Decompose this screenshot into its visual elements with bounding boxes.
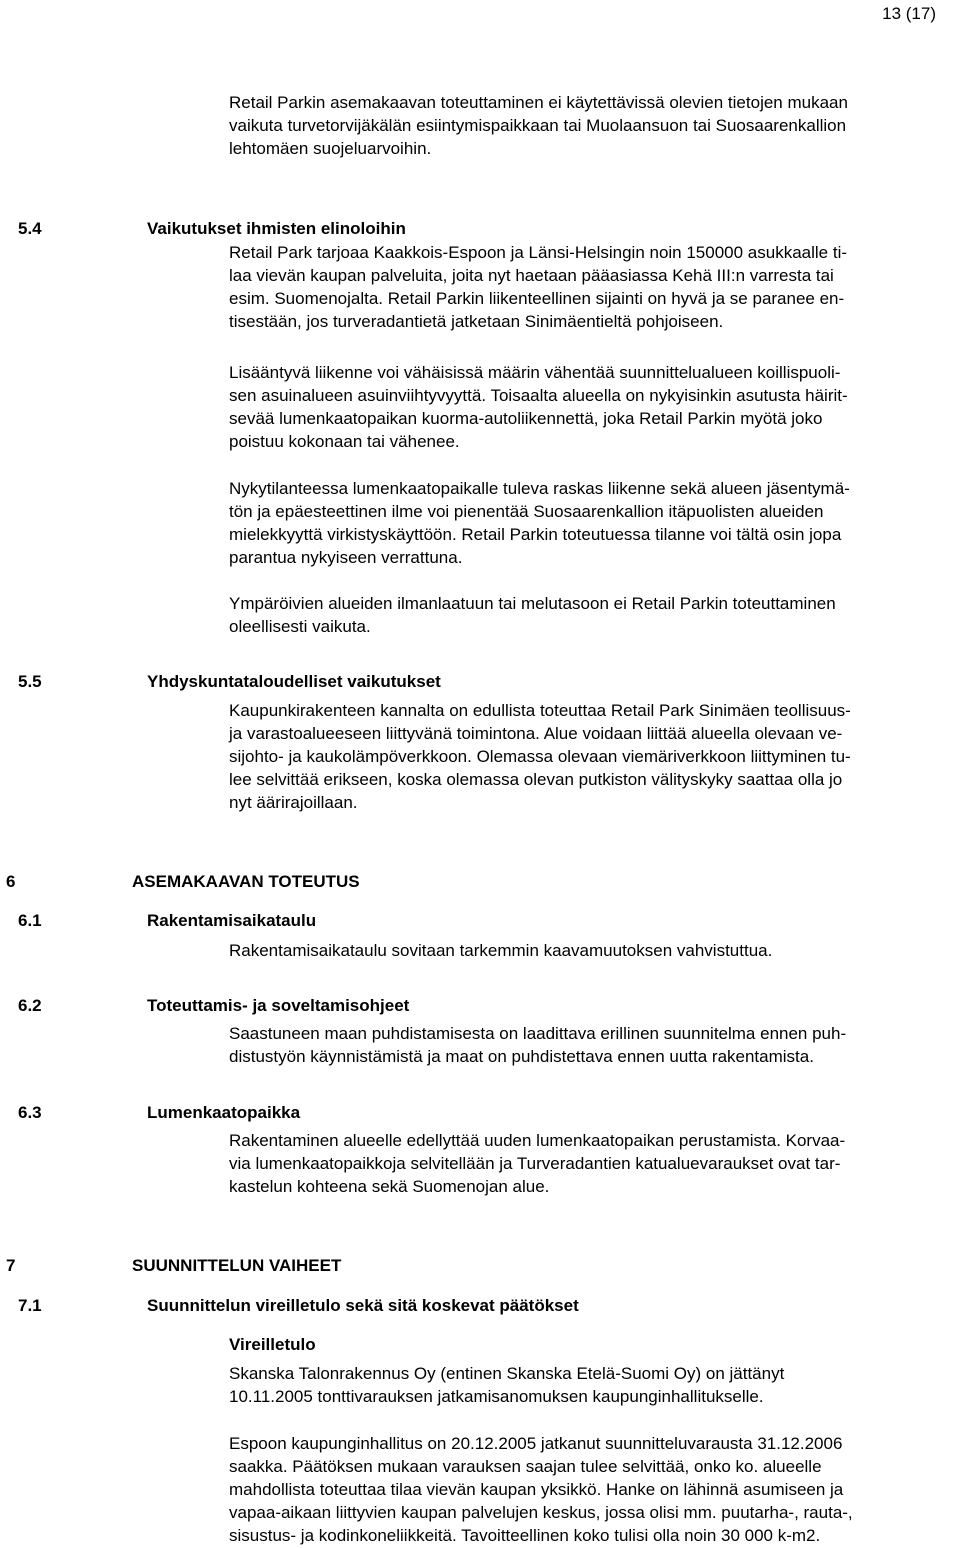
section-heading-6-2	[18, 994, 918, 1018]
section-heading-7-1	[18, 1294, 918, 1318]
section-heading-5-5	[18, 670, 918, 694]
section-number: 6.1	[18, 911, 42, 930]
section-6-3-paragraph-1: Rakentaminen alueelle edellyttää uuden lumenkaatopaikan perustamista. Korvaa- via lumenkaatopaikkoja selvitellään ja Turveradantien katualuevaraukset ovat tar- kastelun kohteena sekä Suomenojan alue.	[229, 1131, 846, 1196]
section-number: 5.4	[18, 219, 42, 238]
section-heading-5-4	[18, 217, 918, 241]
section-6-1-paragraph-1: Rakentamisaikataulu sovitaan tarkemmin kaavamuutoksen vahvistuttua.	[229, 941, 773, 960]
section-5-4-paragraph-1: Retail Park tarjoaa Kaakkois-Espoon ja Länsi-Helsingin noin 150000 asukkaalle ti- laa vievän kaupan palveluita, joita nyt haetaan pääasiassa Kehä III:n varresta tai esim. Suomenojalta. Retail Parkin liikenteellinen sijainti on hyvä ja se paranee en- tisestään, jos turveradantietä jatketaan Sinimäentieltä pohjoiseen.	[229, 243, 848, 331]
section-number: 6	[6, 872, 16, 891]
section-title: Vaikutukset ihmisten elinoloihin	[147, 219, 406, 238]
section-title: Lumenkaatopaikka	[147, 1103, 301, 1122]
section-title: SUUNNITTELUN VAIHEET	[132, 1256, 342, 1275]
section-title: Rakentamisaikataulu	[147, 911, 317, 930]
section-number: 5.5	[18, 672, 42, 691]
section-5-4-paragraph-2: Lisääntyvä liikenne voi vähäisissä määrin vähentää suunnittelualueen koillispuoli- sen asuinalueen asuinviihtyvyyttä. Toisaalta alueella on nykyisinkin asutusta häirit- sevää lumenkaatopaikan kuorma-autoliikennettä, joka Retail Parkin myötä joko poistuu kokonaan tai vähenee.	[229, 363, 848, 451]
section-title: Yhdyskuntataloudelliset vaikutukset	[147, 672, 441, 691]
section-5-5-paragraph-1: Kaupunkirakenteen kannalta on edullista toteuttaa Retail Park Sinimäen teollisuus- ja varastoalueeseen liittyvänä toimintona. Alue voidaan liittää alueella olevaan ve- sijohto- ja kaukolämpöverkkoon. Olemassa olevaan viemäriverkkoon liittyminen tu- lee selvittää erikseen, koska olemassa olevan putkiston välityskyky saattaa olla jo nyt äärirajoillaan.	[229, 701, 851, 812]
section-5-4-paragraph-3: Nykytilanteessa lumenkaatopaikalle tuleva raskas liikenne sekä alueen jäsentymä- tön ja epäesteettinen ilme voi pienentää Suosaarenkallion itäpuolisten alueiden mielekkyyttä virkistyskäyttöön. Retail Parkin toteutuessa tilanne voi tältä osin jopa parantua nykyiseen verrattuna.	[229, 479, 850, 567]
section-title: Toteuttamis- ja soveltamisohjeet	[147, 996, 410, 1015]
section-heading-7	[6, 1254, 906, 1278]
section-7-1-paragraph-2: Espoon kaupunginhallitus on 20.12.2005 jatkanut suunnitteluvarausta 31.12.2006 saakka. Päätöksen mukaan varauksen saajan tulee selvittää, onko ko. alueelle mahdollista toteuttaa tilaa vievän kaupan yksikkö. Hanke on lähinnä asumiseen ja vapaa-aikaan liittyvien kaupan palvelujen keskus, jossa olisi mm. puutarha-, rauta-, sisustus- ja kodinkoneliikkeitä. Tavoitteellinen koko tulisi olla noin 30 000 k-m2.	[229, 1434, 853, 1545]
section-number: 6.3	[18, 1103, 42, 1122]
section-heading-6	[6, 870, 906, 894]
section-number: 7	[6, 1256, 16, 1275]
section-7-1-paragraph-1: Skanska Talonrakennus Oy (entinen Skanska Etelä-Suomi Oy) on jättänyt 10.11.2005 tonttivarauksen jatkamisanomuksen kaupunginhallitukselle.	[229, 1364, 785, 1406]
page-number: 13 (17)	[882, 4, 936, 23]
section-number: 7.1	[18, 1296, 42, 1315]
section-title: Suunnittelun vireilletulo sekä sitä koskevat päätökset	[147, 1296, 579, 1315]
section-heading-6-3	[18, 1101, 918, 1125]
section-heading-6-1	[18, 909, 918, 933]
section-7-1-subheading: Vireilletulo	[229, 1335, 316, 1354]
section-number: 6.2	[18, 996, 42, 1015]
intro-paragraph: Retail Parkin asemakaavan toteuttaminen ei käytettävissä olevien tietojen mukaan vaikuta turvetorvijäkälän esiintymispaikkaan tai Muolaansuon tai Suosaarenkallion lehtomäen suojeluarvoihin.	[229, 93, 848, 158]
section-title: ASEMAKAAVAN TOTEUTUS	[132, 872, 360, 891]
section-6-2-paragraph-1: Saastuneen maan puhdistamisesta on laadittava erillinen suunnitelma ennen puh- distustyön käynnistämistä ja maat on puhdistettava ennen uutta rakentamista.	[229, 1024, 847, 1066]
section-5-4-paragraph-4: Ympäröivien alueiden ilmanlaatuun tai melutasoon ei Retail Parkin toteuttaminen oleellisesti vaikuta.	[229, 594, 836, 636]
